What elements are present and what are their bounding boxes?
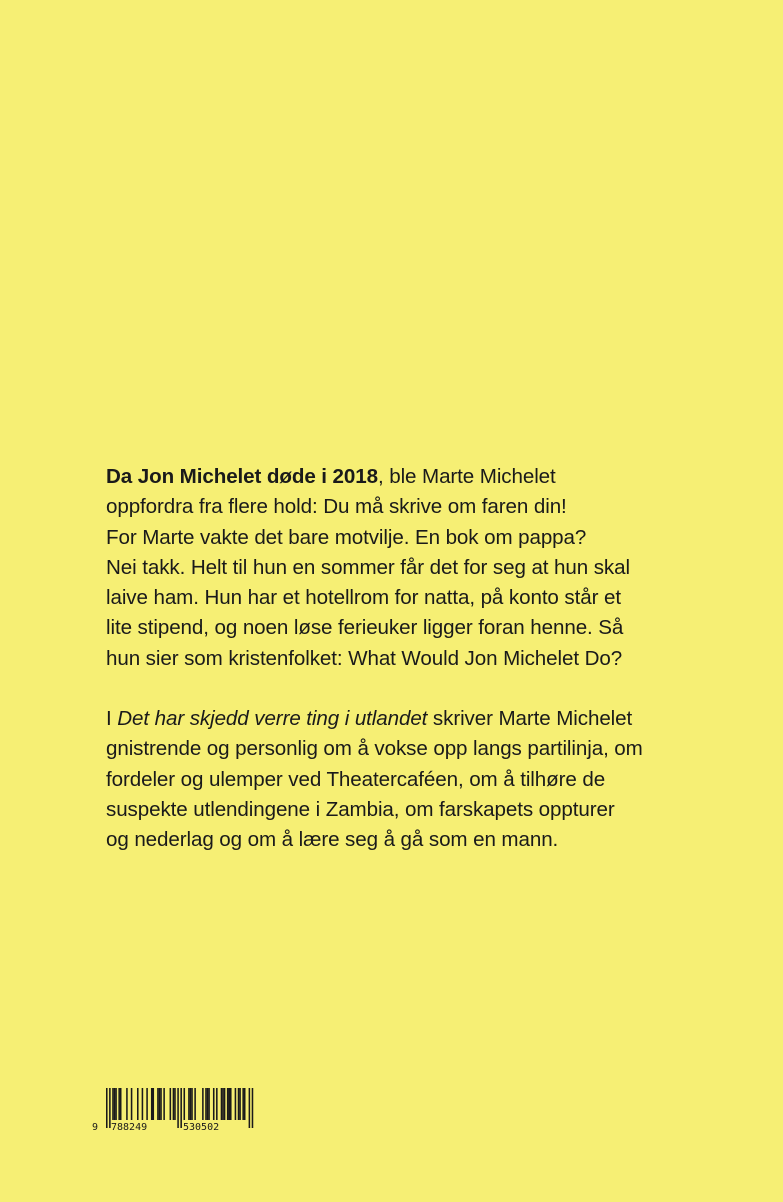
blurb-p2-line-1 bbox=[106, 704, 746, 734]
barcode-bar bbox=[213, 1088, 215, 1120]
barcode-bar bbox=[194, 1088, 196, 1120]
barcode-bar bbox=[222, 1088, 224, 1120]
blurb-p2-line-2: gnistrende og personlig om å vokse opp langs partilinja, om bbox=[106, 737, 643, 761]
barcode-bar bbox=[106, 1088, 108, 1128]
barcode-bar bbox=[131, 1088, 133, 1120]
barcode-bar bbox=[159, 1088, 161, 1120]
barcode-bar bbox=[221, 1088, 223, 1120]
barcode-bar bbox=[173, 1088, 175, 1120]
barcode-bar bbox=[137, 1088, 139, 1120]
barcode-bar bbox=[120, 1088, 122, 1120]
barcode-bar bbox=[146, 1088, 148, 1120]
barcode-bar bbox=[230, 1088, 232, 1120]
barcode-bar bbox=[142, 1088, 144, 1120]
blurb-p2-line-1-rest: skriver Marte Michelet bbox=[427, 707, 633, 731]
book-title-italic: Det har skjedd verre ting i utlandet bbox=[117, 707, 428, 731]
barcode-bar bbox=[235, 1088, 237, 1120]
blurb-p1-line-4: Nei takk. Helt til hun en sommer får det for seg at hun skal bbox=[106, 555, 630, 579]
blurb-p2-line-5: og nederlag og om å lære seg å gå som en mann. bbox=[106, 828, 559, 852]
blurb-p2-prefix: I bbox=[106, 707, 118, 731]
barcode-bar bbox=[207, 1088, 209, 1120]
blurb-paragraph-1 bbox=[106, 462, 746, 674]
barcode-bar bbox=[151, 1088, 153, 1120]
barcode-bar bbox=[115, 1088, 117, 1120]
barcode-bar bbox=[216, 1088, 218, 1120]
barcode-bar bbox=[184, 1088, 186, 1120]
blurb-p1-line-5: laive ham. Hun har et hotellrom for natta, på konto står et bbox=[106, 586, 621, 610]
barcode-bar bbox=[160, 1088, 162, 1120]
barcode-bar bbox=[224, 1088, 226, 1120]
blurb-paragraph-2 bbox=[106, 704, 746, 855]
blurb-p1-line-6: lite stipend, og noen løse ferieuker ligger foran henne. Så bbox=[106, 616, 624, 640]
barcode-bar bbox=[202, 1088, 204, 1120]
blurb-lead-bold: Da Jon Michelet døde i 2018 bbox=[106, 465, 378, 488]
barcode-first-digit: 9 bbox=[92, 1122, 99, 1132]
barcode-bar bbox=[153, 1088, 155, 1120]
back-cover-blurb bbox=[106, 462, 746, 856]
barcode-bar bbox=[238, 1088, 240, 1120]
barcode-digit-group-2: 530502 bbox=[183, 1122, 220, 1132]
barcode-bar bbox=[114, 1088, 116, 1120]
barcode-bar bbox=[188, 1088, 190, 1120]
barcode-bar bbox=[170, 1088, 172, 1120]
barcode-bar bbox=[174, 1088, 176, 1120]
barcode-bar bbox=[242, 1088, 244, 1120]
barcode-bar bbox=[126, 1088, 128, 1120]
barcode-bar bbox=[208, 1088, 210, 1120]
barcode-bar bbox=[157, 1088, 159, 1120]
isbn-barcode bbox=[92, 1088, 262, 1132]
blurb-p1-line-1-rest: , ble Marte Michelet bbox=[377, 465, 556, 488]
blurb-p2-line-3: fordeler og ulemper ved Theatercaféen, om å tilhøre de bbox=[106, 767, 606, 791]
barcode-bar bbox=[249, 1088, 251, 1128]
blurb-p1-line-2: oppfordra fra flere hold: Du må skrive om faren din! bbox=[106, 495, 567, 519]
barcode-bar bbox=[252, 1088, 254, 1128]
barcode-bar bbox=[112, 1088, 114, 1120]
barcode-digit-group-1: 788249 bbox=[111, 1122, 148, 1132]
barcode-bar bbox=[228, 1088, 230, 1120]
barcode-bar bbox=[244, 1088, 246, 1120]
barcode-graphic bbox=[92, 1088, 262, 1132]
barcode-bar bbox=[239, 1088, 241, 1120]
barcode-bar bbox=[227, 1088, 229, 1120]
barcode-bar bbox=[163, 1088, 165, 1120]
barcode-bar bbox=[191, 1088, 193, 1120]
blurb-p1-line-3: For Marte vakte det bare motvilje. En bok om pappa? bbox=[106, 525, 587, 549]
barcode-bar bbox=[205, 1088, 207, 1120]
blurb-p2-line-4: suspekte utlendingene i Zambia, om farskapets oppturer bbox=[106, 797, 615, 821]
blurb-p1-line-7: hun sier som kristenfolket: What Would Jon Michelet Do? bbox=[106, 646, 623, 670]
barcode-bar bbox=[177, 1088, 179, 1128]
barcode-bar bbox=[118, 1088, 120, 1120]
barcode-bar bbox=[180, 1088, 182, 1128]
blurb-p1-line-1 bbox=[106, 462, 746, 492]
barcode-bar bbox=[190, 1088, 192, 1120]
